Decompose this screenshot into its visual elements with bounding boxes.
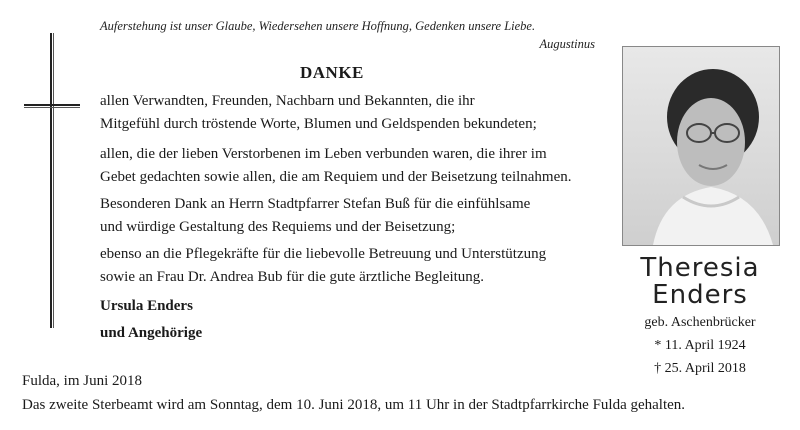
portrait-photo (622, 46, 780, 246)
thanks-line: sowie an Frau Dr. Andrea Bub für die gute ärztliche Begleitung. (100, 269, 485, 285)
place-date: Fulda, im Juni 2018 (22, 373, 143, 389)
deceased-name (610, 255, 790, 309)
thanks-line: Besonderen Dank an Herrn Stadtpfarrer Stefan Buß für die einfühlsame (100, 196, 531, 212)
maiden-name: geb. Aschenbrücker (644, 315, 756, 330)
birth-date: * 11. April 1924 (654, 338, 746, 353)
cross-icon-shadow-horizontal (24, 107, 80, 108)
death-date: † 25. April 2018 (654, 361, 746, 376)
cross-icon-shadow-vertical (53, 33, 54, 328)
quote-text: Auferstehung ist unser Glaube, Wiedersehen unsere Hoffnung, Gedenken unsere Liebe. (100, 19, 536, 33)
thanks-line: allen Verwandten, Freunden, Nachbarn und Bekannten, die ihr (100, 93, 475, 109)
deceased-last-name: Enders (652, 280, 748, 310)
memorial-mass-notice: Das zweite Sterbeamt wird am Sonntag, dem 10. Juni 2018, um 11 Uhr in der Stadtpfarrkirche Fulda gehalten. (22, 397, 686, 413)
deceased-first-name: Theresia (640, 253, 760, 283)
thanks-paragraph-2 (100, 143, 610, 189)
signature-block (100, 293, 202, 347)
thanks-line: und würdige Gestaltung des Requiems und der Beisetzung; (100, 219, 456, 235)
cross-icon (50, 33, 52, 328)
signature-name: Ursula Enders (100, 298, 193, 314)
thanks-line: Gebet gedachten sowie allen, die am Requiem und der Beisetzung teilnahmen. (100, 169, 572, 185)
heading-danke: DANKE (300, 63, 364, 82)
quote-block (100, 17, 595, 53)
portrait-image (623, 47, 779, 245)
thanks-line: Mitgefühl durch tröstende Worte, Blumen und Geldspenden bekundeten; (100, 116, 537, 132)
thanks-paragraph-4 (100, 243, 610, 289)
thanks-line: allen, die der lieben Verstorbenen im Leben verbunden waren, die ihrer im (100, 146, 547, 162)
deceased-details (620, 311, 780, 380)
thanks-line: ebenso an die Pflegekräfte für die liebevolle Betreuung und Unterstützung (100, 246, 547, 262)
signature-relatives: und Angehörige (100, 325, 203, 341)
cross-icon-beam (24, 104, 80, 106)
quote-author: Augustinus (539, 37, 595, 51)
thanks-paragraph-1 (100, 90, 610, 136)
thanks-paragraph-3 (100, 193, 610, 239)
